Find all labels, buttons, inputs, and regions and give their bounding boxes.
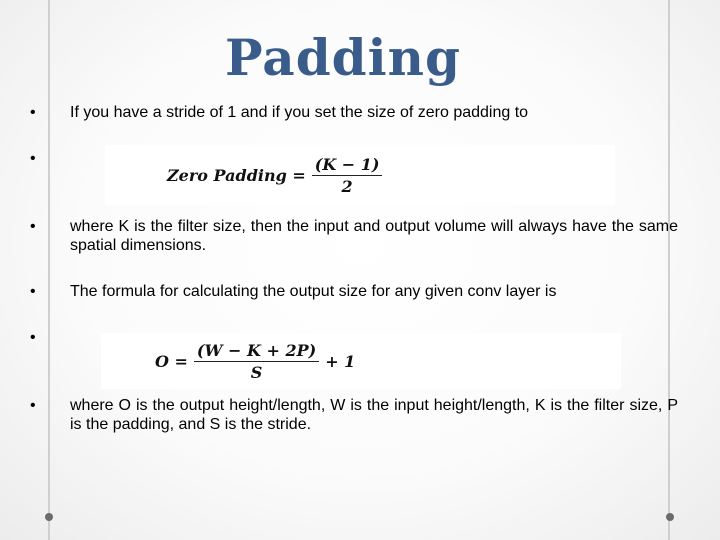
bullet-marker: • <box>30 283 36 300</box>
equation-tail: + 1 <box>325 351 356 371</box>
equation-fraction <box>194 341 319 382</box>
bullet-marker: • <box>30 329 36 346</box>
bullet-text-4: The formula for calculating the output size for any given conv layer is <box>70 283 557 300</box>
corner-dot-right <box>666 513 674 521</box>
corner-dot-left <box>45 513 53 521</box>
bullet-text-1: If you have a stride of 1 and if you set the size of zero padding to <box>70 104 529 121</box>
bullet-text-3: where K is the filter size, then the input and output volume will always have the same spatial dimensions. <box>70 218 678 254</box>
equation-denominator: 2 <box>341 176 353 196</box>
bullet-marker: • <box>30 104 36 121</box>
zero-padding-equation <box>105 145 615 205</box>
bullet-marker: • <box>30 218 36 235</box>
equation-fraction <box>312 155 383 196</box>
equation-numerator: (K − 1) <box>312 155 383 176</box>
output-size-equation <box>101 333 621 389</box>
slide-title: Padding <box>225 28 461 87</box>
bullet-marker: • <box>30 150 36 167</box>
equation-lhs: O = <box>155 351 188 371</box>
equation-numerator: (W − K + 2P) <box>194 341 319 362</box>
equation-denominator: S <box>250 362 263 382</box>
bullet-text-6: where O is the output height/length, W is the input height/length, K is the filter size, P is the padding, and S is the stride. <box>70 397 678 433</box>
equation-lhs: Zero Padding = <box>167 165 306 185</box>
bullet-marker: • <box>30 397 36 414</box>
